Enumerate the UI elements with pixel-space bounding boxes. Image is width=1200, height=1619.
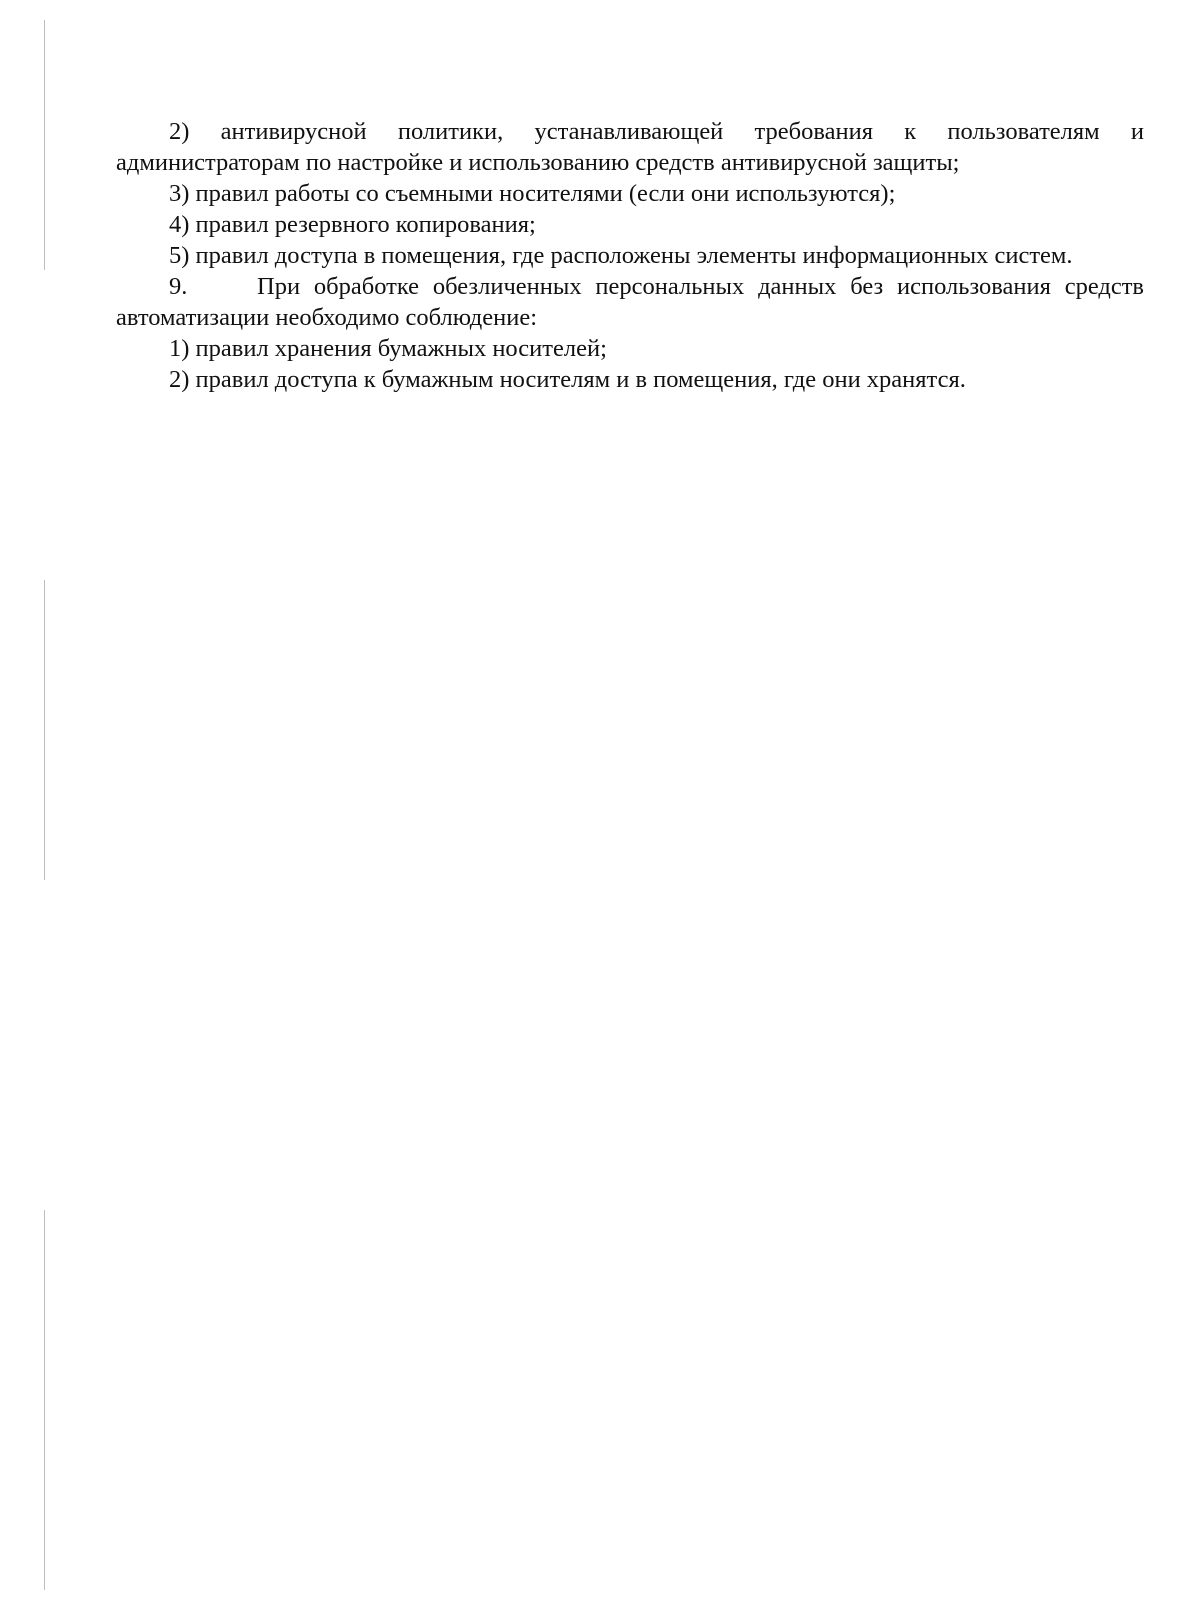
section-9-number: 9. (169, 273, 188, 300)
paragraph-paper-storage: 1) правил хранения бумажных носителей; (169, 335, 607, 362)
scan-edge-line (44, 20, 45, 270)
paragraph-paper-access: 2) правил доступа к бумажным носителям и в помещения, где они хранятся. (169, 366, 966, 393)
paragraph-backup: 4) правил резервного копирования; (169, 211, 536, 238)
scan-edge-line (44, 1210, 45, 1590)
paragraph-antivirus-policy: 2) антивирусной политики, устанавливающей требования к пользователям и администраторам по настройке и использованию средств антивирусной защиты; (116, 118, 1144, 176)
section-9-text: При обработке обезличенных персональных данных без использования средств автоматизации необходимо соблюдение: (116, 273, 1144, 331)
paragraph-removable-media: 3) правил работы со съемными носителями (если они используются); (169, 180, 896, 207)
paragraph-premises-access: 5) правил доступа в помещения, где расположены элементы информационных систем. (169, 242, 1073, 269)
document-body (116, 116, 1144, 395)
paragraph-section-9 (116, 271, 1144, 333)
scan-edge-line (44, 580, 45, 880)
